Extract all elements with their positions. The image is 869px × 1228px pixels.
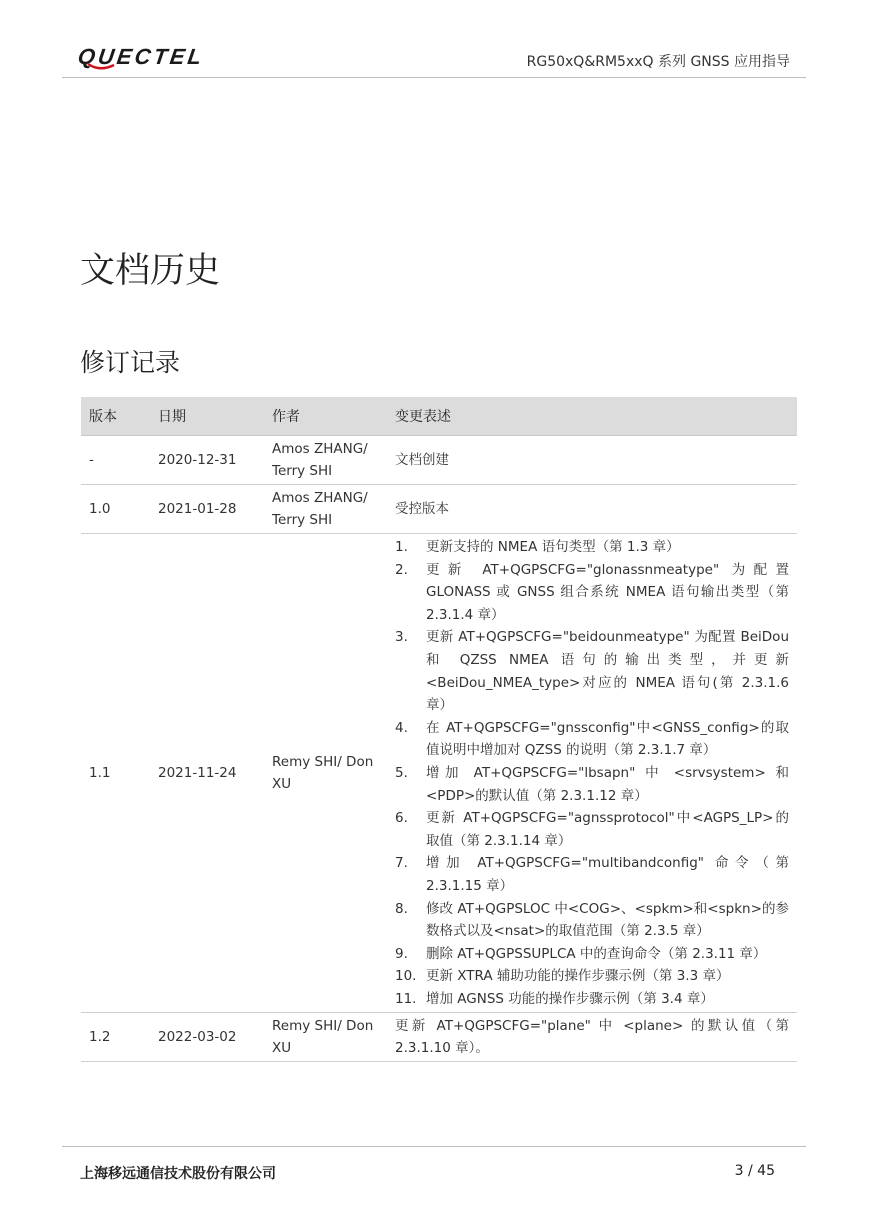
change-list [395, 536, 789, 1010]
list-item [395, 536, 789, 559]
list-number: 9. [395, 945, 408, 962]
list-text: 更新 AT+QGPSCFG="agnssprotocol"中<AGPS_LP>的取值（第 2.3.1.14 章） [426, 810, 789, 849]
list-text: 删除 AT+QGPSSUPLCA 中的查询命令（第 2.3.11 章） [426, 945, 767, 962]
footer-divider [62, 1146, 806, 1147]
list-text: 在 AT+QGPSCFG="gnssconfig"中<GNSS_config>的取值说明中增加对 QZSS 的说明（第 2.3.1.7 章） [426, 719, 789, 759]
table-row [81, 534, 797, 1013]
list-number: 1. [395, 539, 408, 555]
list-text: 更新 AT+QGPSCFG="glonassnmeatype" 为配置 GLONASS 或 GNSS 组合系统 NMEA 语句输出类型（第 2.3.1.4 章） [426, 561, 789, 623]
list-item [395, 898, 789, 943]
cell-author: Remy SHI/ Don XU [264, 1013, 387, 1062]
list-number: 4. [395, 719, 408, 736]
list-item [395, 762, 789, 807]
header-version: 版本 [81, 397, 150, 436]
revision-table [81, 397, 797, 1062]
list-number: 7. [395, 855, 408, 872]
list-text: 修改 AT+QGPSLOC 中<COG>、<spkm>和<spkn>的参数格式以及<nsat>的取值范围（第 2.3.5 章） [426, 900, 789, 940]
list-text: 增加 AT+QGPSCFG="multibandconfig" 命令（第 2.3.1.15 章） [426, 855, 789, 894]
section-title: 修订记录 [80, 348, 181, 377]
list-number: 5. [395, 764, 408, 781]
header-author: 作者 [264, 397, 387, 436]
quectel-logo: QUECTEL [76, 44, 206, 69]
cell-author: Amos ZHANG/ Terry SHI [264, 436, 387, 485]
cell-author: Remy SHI/ Don XU [264, 534, 387, 1013]
list-item [395, 717, 789, 762]
list-text: 增加 AT+QGPSCFG="lbsapn" 中 <srvsystem> 和<PDP>的默认值（第 2.3.1.12 章） [426, 764, 789, 804]
list-item [395, 807, 789, 852]
header-divider [62, 77, 806, 78]
cell-description: 受控版本 [387, 485, 797, 534]
page-title: 文档历史 [80, 251, 221, 291]
cell-description: 文档创建 [387, 436, 797, 485]
list-text: 增加 AGNSS 功能的操作步骤示例（第 3.4 章） [426, 990, 714, 1007]
cell-date: 2022-03-02 [150, 1013, 264, 1062]
cell-author: Amos ZHANG/ Terry SHI [264, 485, 387, 534]
cell-date: 2021-11-24 [150, 534, 264, 1013]
cell-version: 1.0 [81, 485, 150, 534]
list-number: 2. [395, 561, 408, 578]
cell-version: 1.1 [81, 534, 150, 1013]
logo-swoosh-icon [86, 62, 116, 72]
table-header-row [81, 397, 797, 436]
list-item [395, 852, 789, 897]
header-date: 日期 [150, 397, 264, 436]
list-number: 3. [395, 629, 408, 646]
list-item [395, 559, 789, 627]
cell-version: - [81, 436, 150, 485]
footer-company: 上海移远通信技术股份有限公司 [80, 1166, 276, 1182]
cell-date: 2020-12-31 [150, 436, 264, 485]
cell-description: 更新 AT+QGPSCFG="plane" 中 <plane> 的默认值（第 2.3.1.10 章）。 [387, 1013, 797, 1062]
list-number: 6. [395, 810, 408, 827]
table-row [81, 1013, 797, 1062]
list-number: 8. [395, 900, 408, 917]
list-text: 更新支持的 NMEA 语句类型（第 1.3 章） [426, 539, 680, 555]
document-title: RG50xQ&RM5xxQ 系列 GNSS 应用指导 [526, 54, 790, 70]
header-description: 变更表述 [387, 397, 797, 436]
list-text: 更新 AT+QGPSCFG="beidounmeatype" 为配置 BeiDou 和 QZSS NMEA 语句的输出类型，并更新<BeiDou_NMEA_type>对应的 NMEA 语句(第 2.3.1.6 章） [426, 629, 789, 714]
list-item [395, 943, 789, 966]
table-row [81, 485, 797, 534]
cell-date: 2021-01-28 [150, 485, 264, 534]
list-item [395, 965, 789, 988]
page-number: 3 / 45 [734, 1163, 775, 1179]
cell-description [387, 534, 797, 1013]
list-item [395, 988, 789, 1011]
list-number: 11. [395, 990, 417, 1007]
cell-version: 1.2 [81, 1013, 150, 1062]
table-row [81, 436, 797, 485]
list-item [395, 626, 789, 716]
list-text: 更新 XTRA 辅助功能的操作步骤示例（第 3.3 章） [426, 968, 730, 985]
list-number: 10. [395, 968, 417, 985]
